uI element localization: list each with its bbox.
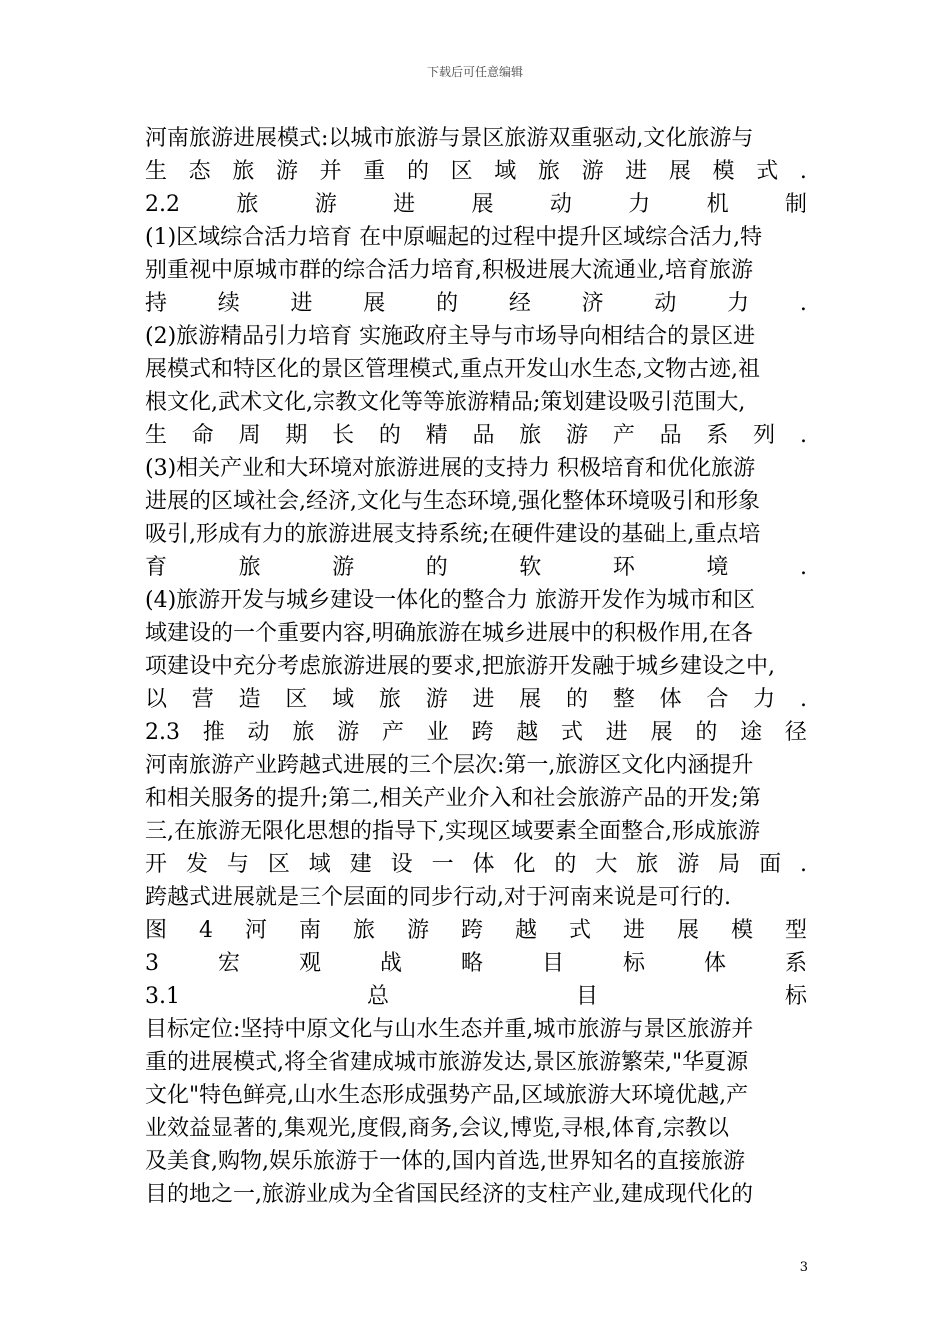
text-line <box>145 716 807 749</box>
text-token: 境 <box>706 555 729 580</box>
text-token: 续 <box>217 291 240 316</box>
text-token: 战 <box>379 951 402 976</box>
text-token: 跨 <box>460 918 483 943</box>
text-token: 态 <box>188 159 211 184</box>
text-token: 展 <box>519 687 542 712</box>
text-line: 业效益显著的,集观光,度假,商务,会议,博览,寻根,体育,宗教以 <box>145 1116 729 1141</box>
text-token: 展 <box>668 159 691 184</box>
text-token: 游 <box>337 720 360 745</box>
text-token: 进 <box>605 720 628 745</box>
text-token: 进 <box>622 918 645 943</box>
text-token: 略 <box>460 951 483 976</box>
document-body <box>145 122 807 1211</box>
text-token: 与 <box>226 852 249 877</box>
text-line: 根文化,武术文化,宗教文化等等旅游精品;策划建设吸引范围大, <box>145 390 746 415</box>
text-token: 越 <box>514 918 537 943</box>
text-token: 区 <box>267 852 290 877</box>
text-token: 区 <box>450 159 473 184</box>
text-line <box>145 683 807 716</box>
text-token: 环 <box>612 555 635 580</box>
text-token: 业 <box>426 720 449 745</box>
text-token: 式 <box>561 720 584 745</box>
text-token: 推 <box>202 720 225 745</box>
text-token: 合 <box>706 687 729 712</box>
text-line: (2)旅游精品引力培育 实施政府主导与市场导向相结合的景区进 <box>145 324 756 349</box>
text-line <box>145 914 807 947</box>
text-token: 制 <box>784 192 807 217</box>
text-token: 机 <box>706 192 729 217</box>
text-token: 开 <box>145 852 168 877</box>
text-line <box>145 155 807 188</box>
text-token: 观 <box>298 951 321 976</box>
text-token: 游 <box>581 159 604 184</box>
text-token: 模 <box>730 918 753 943</box>
text-line: 展模式和特区化的景区管理模式,重点开发山水生态,文物古迹,祖 <box>145 357 760 382</box>
text-line: 重的进展模式,将全省建成城市旅游发达,景区旅游繁荣,"华夏源 <box>145 1050 749 1075</box>
text-token: 旅 <box>238 555 261 580</box>
text-token: 途 <box>740 720 763 745</box>
text-token: 设 <box>390 852 413 877</box>
text-token: 软 <box>519 555 542 580</box>
text-token: 的 <box>436 291 459 316</box>
text-token: 图 <box>145 918 168 943</box>
text-token: 游 <box>566 423 589 448</box>
text-token: . <box>799 555 807 580</box>
text-line: 文化"特色鲜亮,山水生态形成强势产品,区域旅游大环境优越,产 <box>145 1083 749 1108</box>
text-token: 跨 <box>471 720 494 745</box>
text-token: 目 <box>541 951 564 976</box>
page-header: 下载后可任意编辑 <box>426 65 523 79</box>
text-token: 的 <box>566 687 589 712</box>
text-token: 模 <box>712 159 735 184</box>
text-token: 标 <box>784 984 807 1009</box>
text-token: 2.2 <box>145 192 180 217</box>
text-token: 的 <box>378 423 401 448</box>
text-token: 品 <box>472 423 495 448</box>
text-line: 三,在旅游无限化思想的指导下,实现区域要素全面整合,形成旅游 <box>145 819 760 844</box>
text-line: (3)相关产业和大环境对旅游进展的支持力 积极培育和优化旅游 <box>145 456 756 481</box>
text-line <box>145 551 807 584</box>
text-token: 进 <box>290 291 313 316</box>
text-line: 目的地之一,旅游业成为全省国民经济的支柱产业,建成现代化的 <box>145 1182 753 1207</box>
text-token: 体 <box>703 951 726 976</box>
text-token: 旅 <box>352 918 375 943</box>
text-token: 展 <box>676 918 699 943</box>
text-token: 生 <box>145 159 168 184</box>
text-token: 长 <box>332 423 355 448</box>
text-token: 4 <box>199 918 213 943</box>
text-line: 河南旅游产业跨越式进展的三个层次:第一,旅游区文化内涵提升 <box>145 753 754 778</box>
text-token: 一 <box>431 852 454 877</box>
text-token: 局 <box>718 852 741 877</box>
text-line <box>145 848 807 881</box>
text-token: 持 <box>145 291 168 316</box>
text-line <box>145 980 807 1013</box>
text-line: 别重视中原城市群的综合活力培育,积极进展大流通业,培育旅游 <box>145 258 753 283</box>
text-token: 以 <box>145 687 168 712</box>
text-token: 总 <box>366 984 389 1009</box>
text-token: 营 <box>191 687 214 712</box>
text-token: 系 <box>784 951 807 976</box>
page-number: 3 <box>799 1260 808 1275</box>
text-token: . <box>800 852 807 877</box>
text-token: 的 <box>695 720 718 745</box>
text-token: 进 <box>472 687 495 712</box>
text-token: 经 <box>508 291 531 316</box>
text-token: 南 <box>298 918 321 943</box>
text-token: . <box>799 291 807 316</box>
text-token: 精 <box>425 423 448 448</box>
text-token: 域 <box>494 159 517 184</box>
text-token: 生 <box>145 423 168 448</box>
text-token: 重 <box>363 159 386 184</box>
text-token: 游 <box>425 687 448 712</box>
text-line: 项建设中充分考虑旅游进展的要求,把旅游开发融于城乡建设之中, <box>145 654 775 679</box>
text-token: 越 <box>516 720 539 745</box>
text-token: 旅 <box>378 687 401 712</box>
text-token: 展 <box>471 192 494 217</box>
text-line: 和相关服务的提升;第二,相关产业介入和社会旅游产品的开发;第 <box>145 786 761 811</box>
text-token: 宏 <box>217 951 240 976</box>
text-token: 区 <box>285 687 308 712</box>
text-token: 造 <box>238 687 261 712</box>
text-token: 动 <box>654 291 677 316</box>
text-token: 力 <box>753 687 776 712</box>
text-token: 面 <box>759 852 782 877</box>
text-line: 域建设的一个重要内容,明确旅游在城乡进展中的积极作用,在各 <box>145 621 753 646</box>
text-token: 旅 <box>636 852 659 877</box>
text-line: 进展的区域社会,经济,文化与生态环境,强化整体环境吸引和形象 <box>145 489 760 514</box>
text-token: 3 <box>145 951 159 976</box>
text-token: 游 <box>332 555 355 580</box>
text-token: 系 <box>706 423 729 448</box>
text-token: 体 <box>659 687 682 712</box>
text-token: 并 <box>319 159 342 184</box>
text-token: 整 <box>612 687 635 712</box>
text-token: 游 <box>314 192 337 217</box>
text-line: 目标定位:坚持中原文化与山水生态并重,城市旅游与景区旅游并 <box>145 1017 754 1042</box>
text-token: 产 <box>612 423 635 448</box>
text-token: 的 <box>406 159 429 184</box>
text-token: 育 <box>145 555 168 580</box>
text-line: (1)区域综合活力培育 在中原崛起的过程中提升区域综合活力,特 <box>145 225 763 250</box>
text-token: 式 <box>568 918 591 943</box>
text-line <box>145 947 807 980</box>
text-token: 目 <box>575 984 598 1009</box>
text-token: 化 <box>513 852 536 877</box>
text-line: 跨越式进展就是三个层面的同步行动,对于河南来说是可行的. <box>145 885 731 910</box>
text-token: 式 <box>756 159 779 184</box>
text-token: 河 <box>244 918 267 943</box>
text-token: 域 <box>308 852 331 877</box>
text-token: 动 <box>549 192 572 217</box>
text-token: 标 <box>622 951 645 976</box>
text-line: (4)旅游开发与城乡建设一体化的整合力 旅游开发作为城市和区 <box>145 588 756 613</box>
text-token: 旅 <box>236 192 259 217</box>
text-token: . <box>799 159 807 184</box>
text-line <box>145 287 807 320</box>
text-token: 大 <box>595 852 618 877</box>
text-token: 动 <box>247 720 270 745</box>
text-token: 济 <box>581 291 604 316</box>
text-token: . <box>799 687 807 712</box>
text-line <box>145 188 807 221</box>
text-token: 径 <box>784 720 807 745</box>
text-token: 周 <box>238 423 261 448</box>
text-token: 进 <box>625 159 648 184</box>
text-line <box>145 419 807 452</box>
text-token: 旅 <box>232 159 255 184</box>
text-token: 旅 <box>292 720 315 745</box>
text-token: 列 <box>753 423 776 448</box>
text-token: 力 <box>727 291 750 316</box>
text-token: 游 <box>406 918 429 943</box>
text-token: 旅 <box>519 423 542 448</box>
text-token: 游 <box>677 852 700 877</box>
text-token: 域 <box>332 687 355 712</box>
text-token: 品 <box>659 423 682 448</box>
text-token: 展 <box>363 291 386 316</box>
text-token: 期 <box>285 423 308 448</box>
text-token: 命 <box>191 423 214 448</box>
text-token: 3.1 <box>145 984 180 1009</box>
text-line: 及美食,购物,娱乐旅游于一体的,国内首选,世界知名的直接旅游 <box>145 1149 745 1174</box>
text-token: 的 <box>425 555 448 580</box>
text-token: 体 <box>472 852 495 877</box>
text-token: 展 <box>650 720 673 745</box>
text-line: 河南旅游进展模式:以城市旅游与景区旅游双重驱动,文化旅游与 <box>145 126 754 151</box>
text-token: 建 <box>349 852 372 877</box>
text-token: 游 <box>275 159 298 184</box>
text-token: 型 <box>784 918 807 943</box>
text-token: 力 <box>628 192 651 217</box>
text-line: 吸引,形成有力的旅游进展支持系统;在硬件建设的基础上,重点培 <box>145 522 761 547</box>
text-token: 的 <box>554 852 577 877</box>
text-token: 进 <box>393 192 416 217</box>
text-token: 旅 <box>537 159 560 184</box>
text-token: 2.3 <box>145 720 180 745</box>
text-token: 产 <box>381 720 404 745</box>
text-token: . <box>799 423 807 448</box>
text-token: 发 <box>185 852 208 877</box>
